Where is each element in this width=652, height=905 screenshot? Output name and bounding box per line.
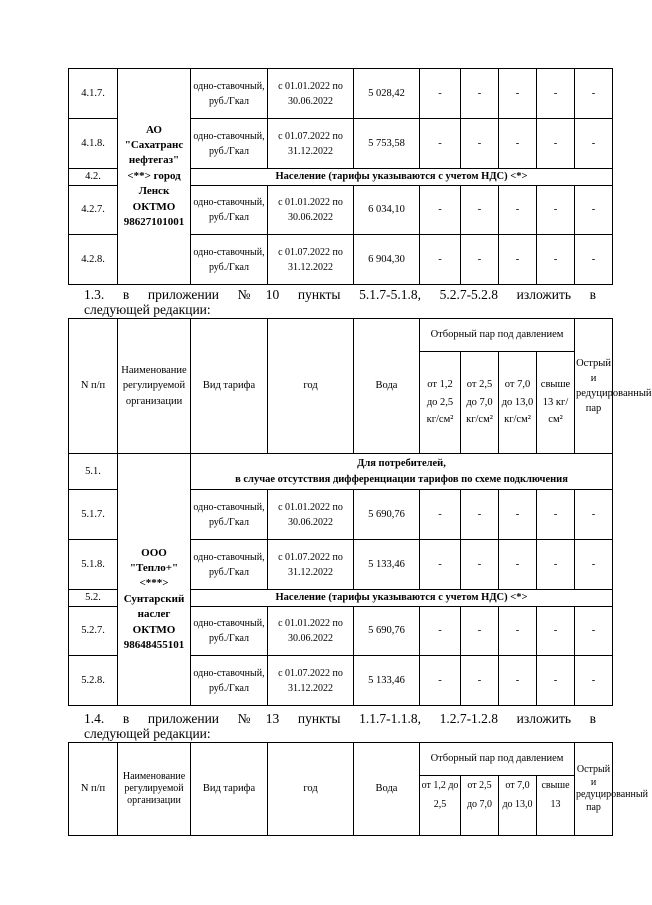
tariff-kind: одно-ставочный, руб./Гкал [191, 656, 268, 706]
group-label-line-2: в случае отсутствия дифференциации тарифов по схеме подключения [235, 473, 568, 485]
tariff-kind: одно-ставочный, руб./Гкал [191, 490, 268, 540]
sharp-steam-value: - [575, 656, 613, 706]
col-header-steam: Отборный пар под давлением [420, 319, 575, 352]
header-row [69, 319, 613, 352]
tariff-kind: одно-ставочный, руб./Гкал [191, 119, 268, 169]
row-number: 4.1.7. [69, 69, 118, 119]
steam-4-value: - [537, 235, 575, 285]
steam-3-value: - [499, 490, 537, 540]
tariff-period: с 01.01.2022 по 30.06.2022 [268, 490, 354, 540]
tariff-kind: одно-ставочный, руб./Гкал [191, 540, 268, 590]
steam-4-value: - [537, 186, 575, 235]
steam-4-value: - [537, 69, 575, 119]
col-header-pressure-1: от 1,2 до 2,5 кг/см² [420, 352, 461, 454]
sharp-steam-value: - [575, 540, 613, 590]
water-value: 5 690,76 [354, 607, 420, 656]
steam-2-value: - [461, 656, 499, 706]
steam-2-value: - [461, 119, 499, 169]
col-header-tariff-kind: Вид тарифа [191, 743, 268, 836]
sharp-steam-value: - [575, 235, 613, 285]
section-number: 4.2. [69, 169, 118, 186]
steam-1-value: - [420, 540, 461, 590]
col-header-sharp-steam: Острый и редуцированный пар [575, 743, 613, 836]
steam-4-value: - [537, 540, 575, 590]
col-header-steam: Отборный пар под давлением [420, 743, 575, 776]
organization-name: АО "Сахатранс нефтегаз" <**> город Ленск ОКТМО 98627101001 [118, 69, 191, 285]
row-number: 5.2.7. [69, 607, 118, 656]
section-label: Население (тарифы указываются с учетом НДС) <*> [191, 169, 613, 186]
steam-4-value: - [537, 119, 575, 169]
sharp-steam-value: - [575, 186, 613, 235]
sharp-steam-value: - [575, 490, 613, 540]
tariff-table-appendix-10 [68, 318, 652, 706]
header-row [69, 743, 613, 776]
water-value: 6 904,30 [354, 235, 420, 285]
steam-2-value: - [461, 235, 499, 285]
tariff-period: с 01.01.2022 по 30.06.2022 [268, 186, 354, 235]
row-number: 4.2.8. [69, 235, 118, 285]
col-header-year: год [268, 743, 354, 836]
steam-2-value: - [461, 69, 499, 119]
col-header-year: год [268, 319, 354, 454]
col-header-pressure-2: от 2,5 до 7,0 [461, 776, 499, 836]
steam-1-value: - [420, 69, 461, 119]
tariff-period: с 01.07.2022 по 31.12.2022 [268, 656, 354, 706]
col-header-number: N п/п [69, 319, 118, 454]
col-header-pressure-3: от 7,0 до 13,0 кг/см² [499, 352, 537, 454]
steam-3-value: - [499, 186, 537, 235]
group-number: 5.1. [69, 454, 118, 490]
amendment-paragraph-1-4: 1.4. в приложении №13 пункты 1.1.7-1.1.8, 1.2.7-1.2.8 изложить в [84, 711, 596, 726]
amendment-paragraph-1-4-cont: следующей редакции: [84, 726, 211, 741]
sharp-steam-value: - [575, 69, 613, 119]
steam-1-value: - [420, 235, 461, 285]
tariff-kind: одно-ставочный, руб./Гкал [191, 235, 268, 285]
steam-3-value: - [499, 119, 537, 169]
steam-1-value: - [420, 607, 461, 656]
steam-1-value: - [420, 186, 461, 235]
row-number: 4.2.7. [69, 186, 118, 235]
water-value: 6 034,10 [354, 186, 420, 235]
row-number: 4.1.8. [69, 119, 118, 169]
steam-4-value: - [537, 607, 575, 656]
tariff-table-appendix-13 [68, 742, 648, 836]
steam-1-value: - [420, 656, 461, 706]
group-label-line-1: Для потребителей, [357, 458, 446, 470]
col-header-pressure-4: свыше 13 [537, 776, 575, 836]
steam-2-value: - [461, 540, 499, 590]
steam-1-value: - [420, 119, 461, 169]
col-header-organization: Наименование регулируемой организации [118, 743, 191, 836]
row-number: 5.1.8. [69, 540, 118, 590]
amendment-paragraph-1-3-cont: следующей редакции: [84, 302, 211, 317]
section-number: 5.2. [69, 590, 118, 607]
steam-4-value: - [537, 490, 575, 540]
water-value: 5 028,42 [354, 69, 420, 119]
water-value: 5 690,76 [354, 490, 420, 540]
water-value: 5 133,46 [354, 540, 420, 590]
section-label: Население (тарифы указываются с учетом НДС) <*> [191, 590, 613, 607]
amendment-paragraph-1-3: 1.3. в приложении №10 пункты 5.1.7-5.1.8, 5.2.7-5.2.8 изложить в [84, 287, 596, 302]
tariff-period: с 01.01.2022 по 30.06.2022 [268, 69, 354, 119]
water-value: 5 753,58 [354, 119, 420, 169]
steam-1-value: - [420, 490, 461, 540]
organization-name: ООО "Тепло+" <***> Сунтарский наслег ОКТМО 98648455101 [118, 454, 191, 706]
tariff-kind: одно-ставочный, руб./Гкал [191, 186, 268, 235]
col-header-water: Вода [354, 743, 420, 836]
col-header-pressure-1: от 1,2 до 2,5 [420, 776, 461, 836]
tariff-kind: одно-ставочный, руб./Гкал [191, 69, 268, 119]
steam-4-value: - [537, 656, 575, 706]
col-header-organization: Наименование регулируемой организации [118, 319, 191, 454]
table-row [69, 69, 613, 119]
col-header-water: Вода [354, 319, 420, 454]
sharp-steam-value: - [575, 119, 613, 169]
tariff-period: с 01.07.2022 по 31.12.2022 [268, 540, 354, 590]
col-header-pressure-2: от 2,5 до 7,0 кг/см² [461, 352, 499, 454]
steam-2-value: - [461, 490, 499, 540]
row-number: 5.1.7. [69, 490, 118, 540]
steam-3-value: - [499, 656, 537, 706]
tariff-table-appendix-continued [68, 68, 613, 285]
tariff-period: с 01.07.2022 по 31.12.2022 [268, 235, 354, 285]
col-header-sharp-steam: Острый и редуцированный пар [575, 319, 613, 454]
col-header-pressure-4: свыше 13 кг/см² [537, 352, 575, 454]
col-header-tariff-kind: Вид тарифа [191, 319, 268, 454]
steam-3-value: - [499, 69, 537, 119]
tariff-kind: одно-ставочный, руб./Гкал [191, 607, 268, 656]
table-3-clip [68, 742, 648, 828]
col-header-pressure-3: от 7,0 до 13,0 [499, 776, 537, 836]
steam-3-value: - [499, 540, 537, 590]
steam-3-value: - [499, 235, 537, 285]
row-number: 5.2.8. [69, 656, 118, 706]
steam-3-value: - [499, 607, 537, 656]
group-row [69, 454, 613, 490]
water-value: 5 133,46 [354, 656, 420, 706]
tariff-period: с 01.07.2022 по 31.12.2022 [268, 119, 354, 169]
steam-2-value: - [461, 186, 499, 235]
sharp-steam-value: - [575, 607, 613, 656]
group-label [191, 454, 613, 490]
tariff-period: с 01.01.2022 по 30.06.2022 [268, 607, 354, 656]
col-header-number: N п/п [69, 743, 118, 836]
steam-2-value: - [461, 607, 499, 656]
